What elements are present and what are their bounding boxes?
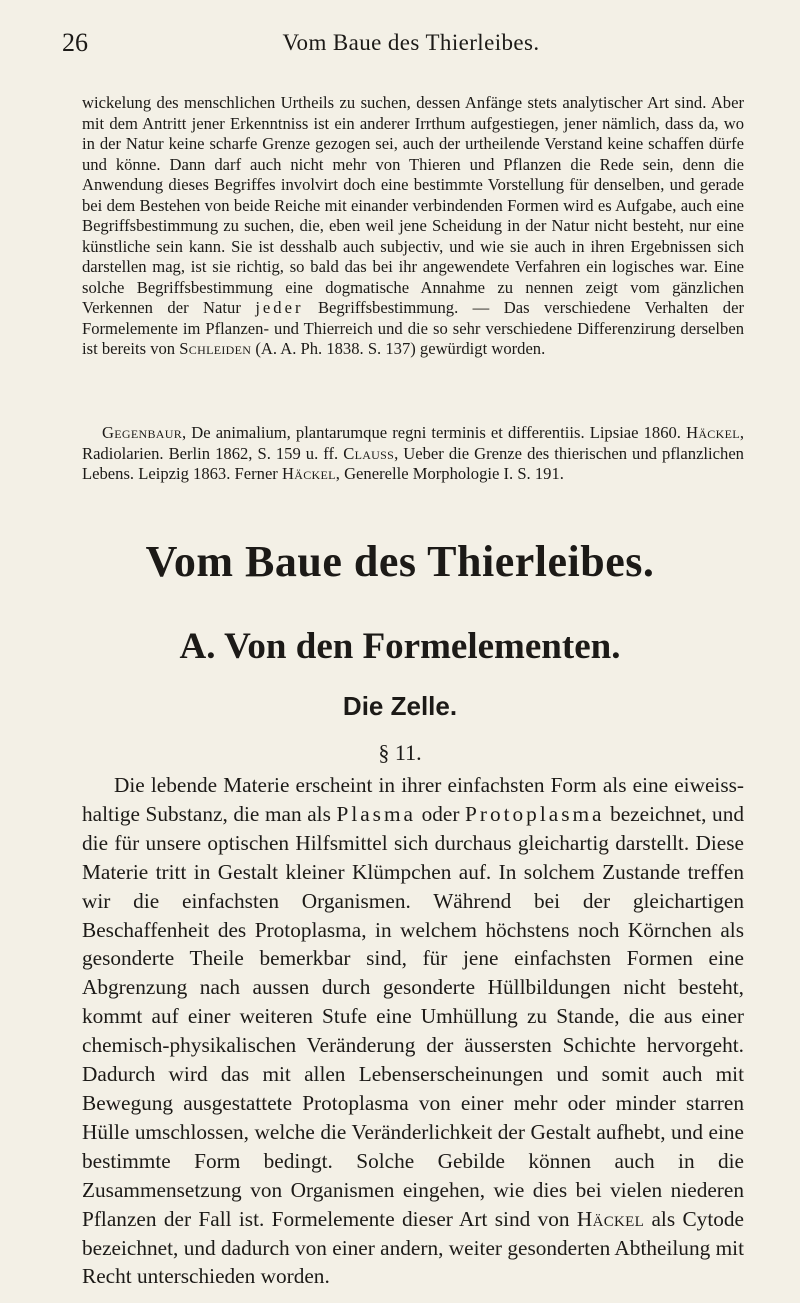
chapter-title: Die Zelle. bbox=[342, 691, 458, 721]
page-number: 26 bbox=[62, 28, 88, 57]
page-header bbox=[62, 28, 760, 58]
term-protoplasma: Protoplasma bbox=[465, 801, 605, 826]
intro-emphasis: jeder bbox=[255, 298, 304, 317]
ref-author: Clauss bbox=[343, 443, 395, 463]
ref-text: , Radiolarien. Berlin 1862, S. 159 u. ff. bbox=[82, 423, 744, 463]
section-title: Vom Baue des Thierleibes. bbox=[145, 537, 655, 586]
ref-text: , De animalium, plantarumque regni terminis et differentiis. Lipsiae 1860. bbox=[182, 423, 681, 442]
main-paragraph bbox=[82, 771, 744, 1291]
intro-text: wickelung des menschlichen Urtheils zu suchen, dessen Anfänge stets analytischer Art sind. Aber mit dem Antritt jener Erkenntniss ist ein anderer Irrthum aufgestiegen, jener nämlich, dass da, wo in der Natur keine scharfe Grenze gezogen sei, auch der urtheilende Verstand keine schaffen dürfe und könne. Dann darf auch nicht mehr von Thieren und Pflanzen die Rede sein, denn die Anwendung dieses Begriffes involvirt doch eine bestimmte Vorstellung für denselben, und gerade bei dem Bestehen von beide Reiche mit einander verbindenden Formen wird es Aufgabe, auch eine Begriffsbestimmung zu suchen, die, eben weil jene Scheidung in der Natur nicht besteht, nur eine künstliche sein kann. Sie ist desshalb auch subjectiv, und wie sie auch in ihren Ergebnissen sich darstellen mag, ist sie richtig, so bald das bei ihr angewendete Verfahren ein logisches war. Eine solche Begriffsbestimmung eine dogmatische Annahme zu nennen zeigt vom gänzlichen Verkennen der Natur bbox=[82, 93, 744, 317]
ref-author: Gegenbaur bbox=[102, 423, 183, 442]
intro-paragraph bbox=[82, 93, 744, 360]
main-text: als Cytode bezeichnet, und dadurch von einer andern, weiter gesonderten Abtheilung mit Recht unterschieden worden. bbox=[82, 1206, 744, 1289]
ref-text: , Generelle Morphologie I. S. 191. bbox=[335, 464, 564, 483]
ref-text: , Ueber die Grenze des thierischen und pflanzlichen Lebens. Leipzig 1863. Ferner bbox=[82, 443, 744, 483]
running-title: Vom Baue des Thierleibes. bbox=[282, 30, 540, 55]
references bbox=[82, 423, 744, 485]
term-plasma: Plasma bbox=[336, 801, 416, 826]
main-text: oder bbox=[421, 801, 460, 826]
intro-tail: Begriffsbestimmung. — Das verschiedene Verhalten der Formelemente im Pflanzen- und Thierreich und die so sehr verschiedene Differenzirung derselben ist bereits von bbox=[82, 298, 744, 358]
main-author: Häckel bbox=[576, 1206, 645, 1231]
intro-end: (A. A. Ph. 1838. S. 137) gewürdigt worden. bbox=[255, 339, 546, 358]
ref-author: Häckel bbox=[282, 464, 336, 483]
ref-author: Häckel bbox=[686, 423, 740, 442]
subsection-title: A. Von den Formelementen. bbox=[179, 626, 621, 667]
main-text: bezeichnet, und die für unsere optischen Hilfsmittel sich durchaus gleichartig darstellt. Diese Materie tritt in Gestalt kleiner Klümpchen auf. In solchem Zustande treffen wir die einfachsten Organismen. Während bei der gleichartigen Beschaffenheit des Protoplasma, in welchem höchstens noch Körnchen als gesonderte Theile bemerkbar sind, für jene einfachsten Formen eine Abgrenzung nach aussen durch gesonderte Hüllbildungen nicht besteht, kommt auf einer weiteren Stufe eine Umhüllung zu Stande, die aus einer chemisch-physikalischen Veränderung der äussersten Schichte hervorgeht. Dadurch wird das mit allen Lebenserscheinungen und somit auch mit Bewegung ausgestattete Protoplasma von einer mehr oder minder starren Hülle umschlossen, welche die Veränderlichkeit der Gestalt aufhebt, und eine bestimmte Form bedingt. Solche Gebilde können auch in die Zusammensetzung von Organismen eingehen, wie dies bei vielen niederen Pflanzen der Fall ist. Formelemente dieser Art sind von bbox=[82, 801, 745, 1231]
main-text: Die lebende Materie erscheint in ihrer einfachsten Form als eine eiweiss-haltige Substanz, die man als bbox=[82, 773, 744, 826]
intro-author: Schleiden bbox=[179, 339, 252, 358]
paragraph-number: § 11. bbox=[378, 740, 422, 765]
